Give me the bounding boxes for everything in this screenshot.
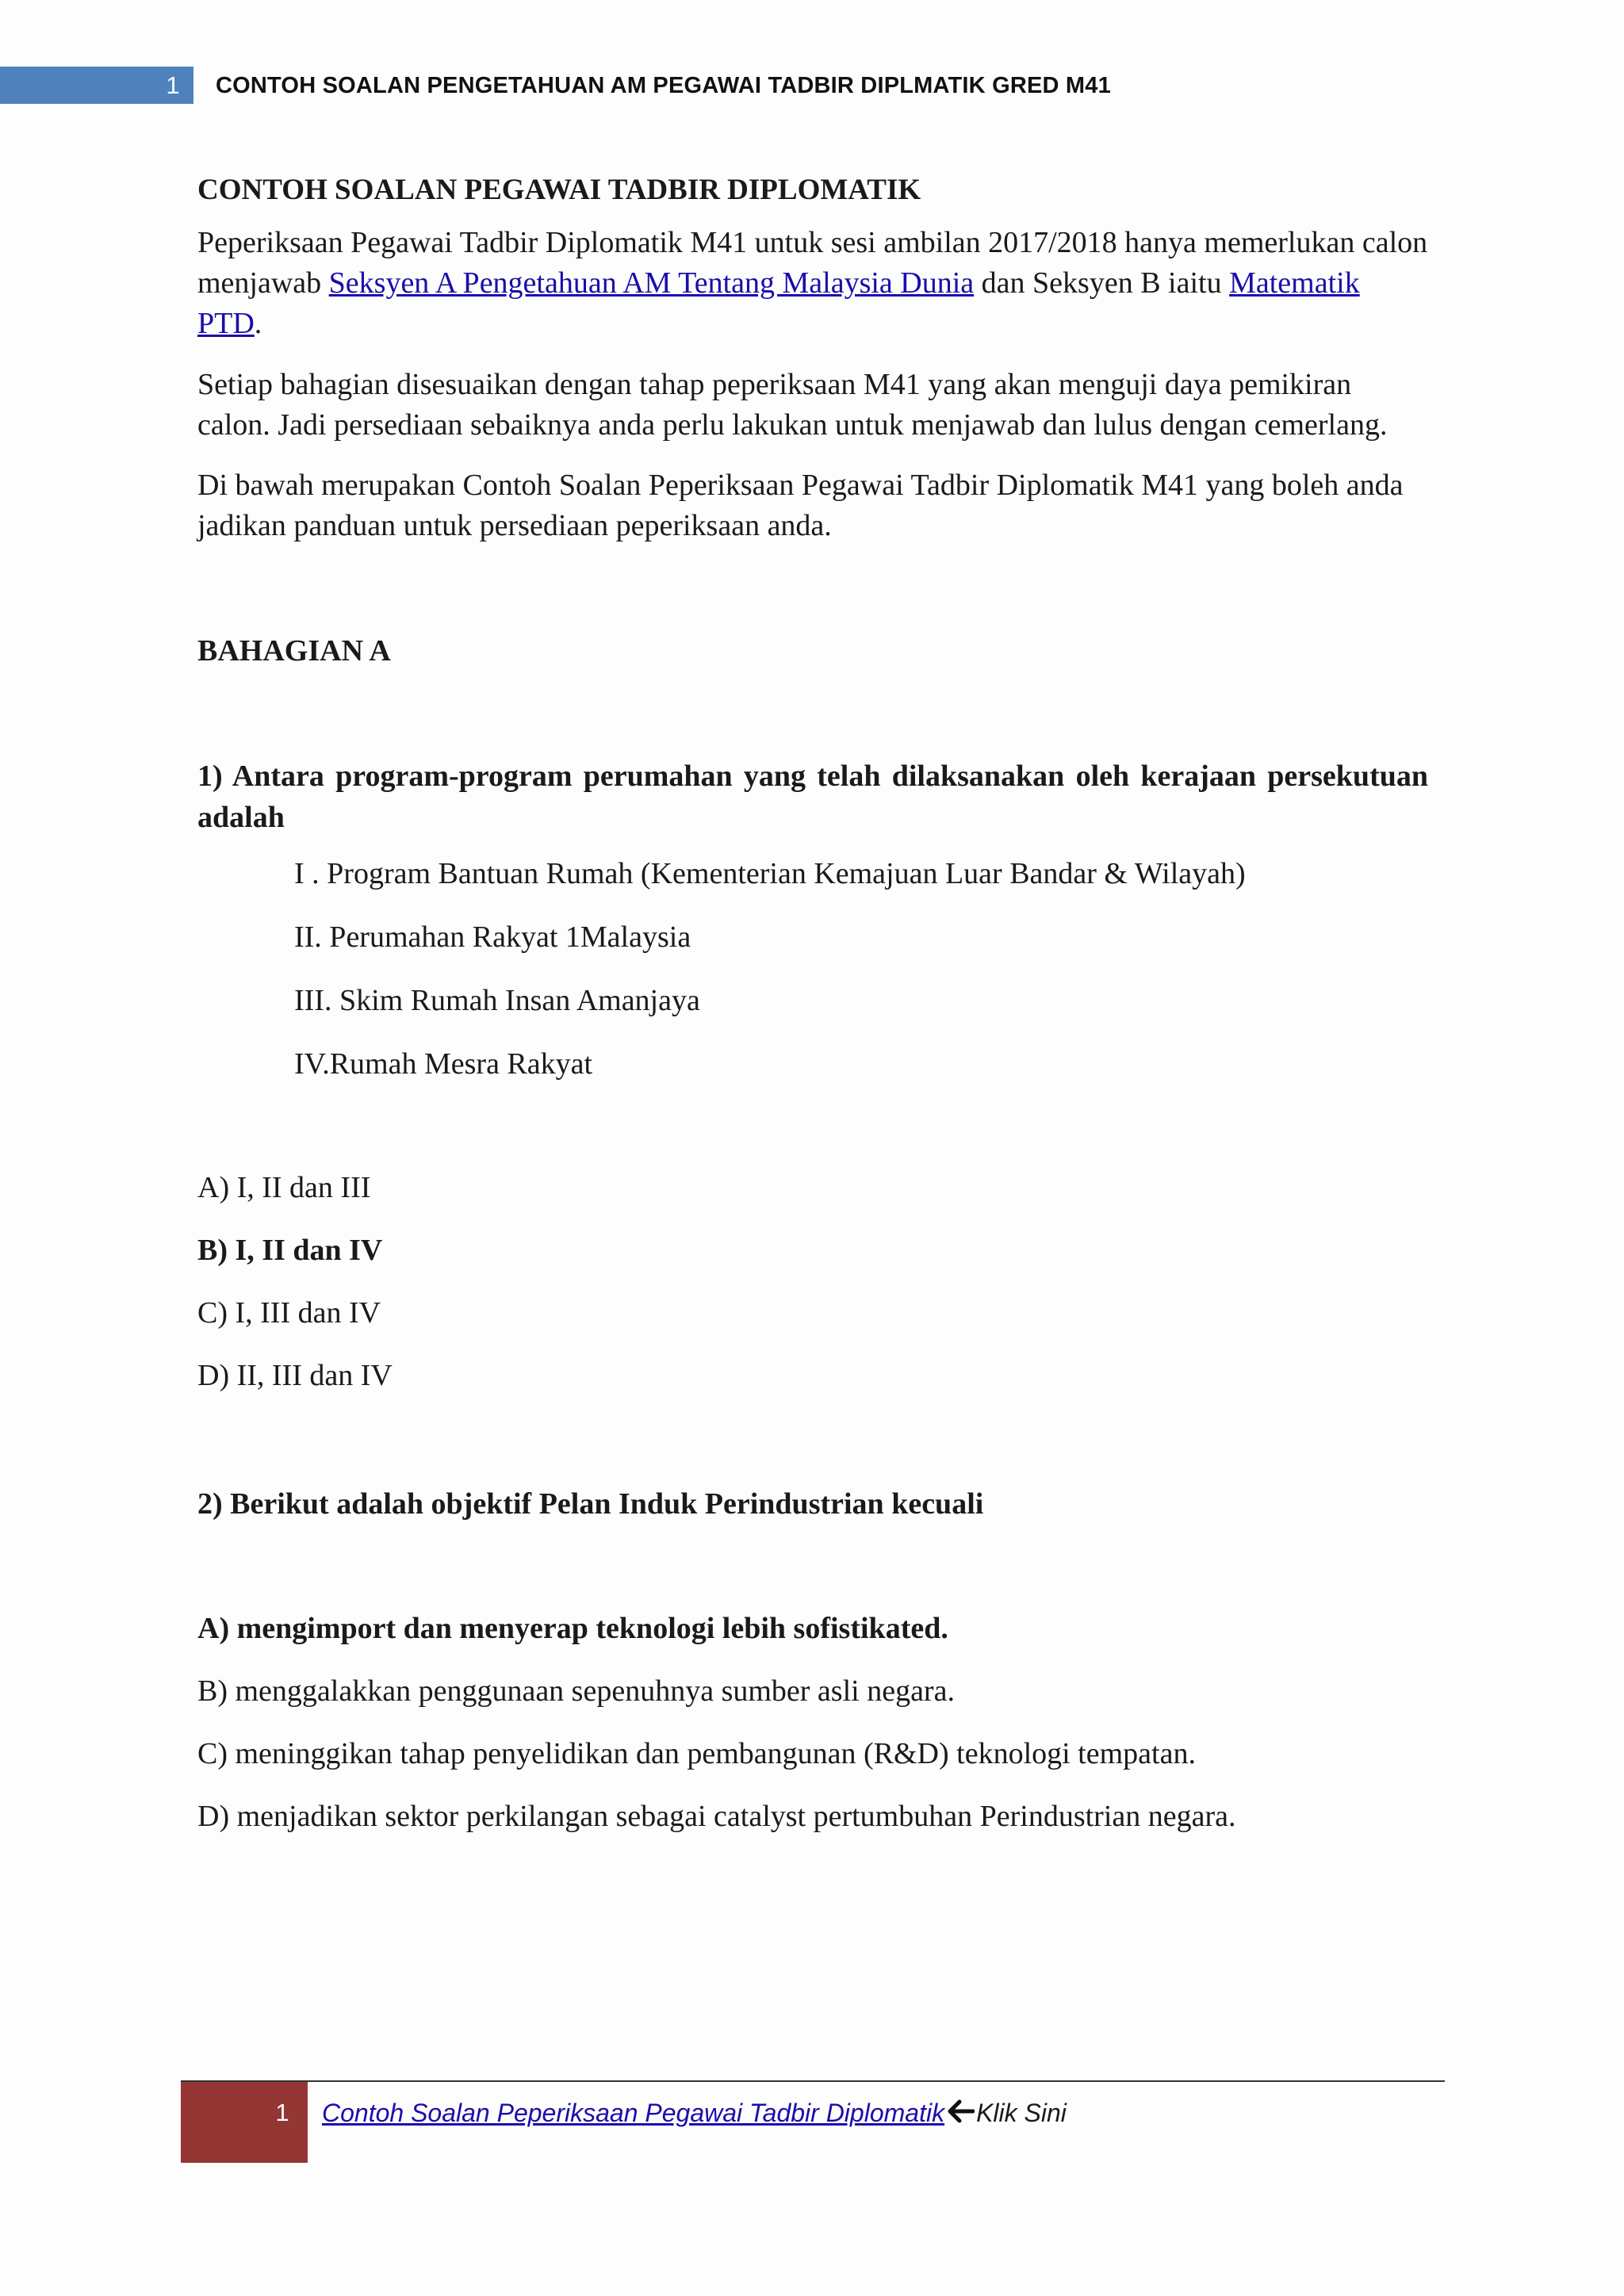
intro-text-1: Peperiksaan Pegawai Tadbir Diplomatik M41 untuk sesi ambilan 2017/2018 hanya memerlukan calon menjawab xyxy=(197,226,1428,300)
question-1-text: 1) Antara program-program perumahan yang telah dilaksanakan oleh kerajaan persekutuan adalah xyxy=(197,760,1428,834)
question-block-1 xyxy=(197,756,1428,1418)
statement-item: IV.Rumah Mesra Rakyat xyxy=(294,1047,593,1081)
footer-text xyxy=(322,2095,1067,2130)
footer-divider xyxy=(181,2080,1445,2082)
intro-paragraph xyxy=(197,223,1428,344)
statement-item: III. Skim Rumah Insan Amanjaya xyxy=(294,984,700,1017)
statement-item: II. Perumahan Rakyat 1Malaysia xyxy=(294,920,691,954)
question-block-2 xyxy=(197,1483,1428,1859)
answer-option: A) I, II dan III xyxy=(197,1171,371,1204)
question-1-statements xyxy=(294,854,1428,1108)
intro-text-3: . xyxy=(254,307,262,340)
arrow-left-icon xyxy=(948,2097,975,2132)
statement-item: I . Program Bantuan Rumah (Kementerian Kemajuan Luar Bandar & Wilayah) xyxy=(294,857,1246,890)
answer-option-correct: A) mengimport dan menyerap teknologi lebih sofistikated. xyxy=(197,1612,948,1645)
document-title: CONTOH SOALAN PEGAWAI TADBIR DIPLOMATIK xyxy=(197,174,921,206)
paragraph-2: Setiap bahagian disesuaikan dengan tahap peperiksaan M41 yang akan menguji daya pemikiran calon. Jadi persediaan sebaiknya anda perlu lakukan untuk menjawab dan lulus dengan cemerlang. xyxy=(197,368,1388,442)
header-title: CONTOH SOALAN PENGETAHUAN AM PEGAWAI TADBIR DIPLMATIK GRED M41 xyxy=(216,73,1111,98)
answer-option: C) meninggikan tahap penyelidikan dan pembangunan (R&D) teknologi tempatan. xyxy=(197,1737,1196,1770)
question-2-text: 2) Berikut adalah objektif Pelan Induk Perindustrian kecuali xyxy=(197,1487,984,1521)
answer-option: D) II, III dan IV xyxy=(197,1359,393,1392)
question-1-answers xyxy=(197,1168,1428,1418)
answer-option: C) I, III dan IV xyxy=(197,1296,381,1330)
answer-option-correct: B) I, II dan IV xyxy=(197,1234,383,1267)
section-heading: BAHAGIAN A xyxy=(197,634,391,668)
link-matematik-ptd[interactable]: Matematik PTD xyxy=(197,266,1360,340)
paragraph-3: Di bawah merupakan Contoh Soalan Peperiksaan Pegawai Tadbir Diplomatik M41 yang boleh anda jadikan panduan untuk persediaan peperiksaan anda. xyxy=(197,469,1404,542)
question-2-answers xyxy=(197,1609,1428,1859)
header-page-number: 1 xyxy=(166,71,180,99)
footer-link[interactable]: Contoh Soalan Peperiksaan Pegawai Tadbir Diplomatik xyxy=(322,2099,945,2127)
footer-page-number: 1 xyxy=(275,2099,289,2126)
link-seksyen-a[interactable]: Seksyen A Pengetahuan AM Tentang Malaysia Dunia xyxy=(328,266,975,300)
answer-option: D) menjadikan sektor perkilangan sebagai catalyst pertumbuhan Perindustrian negara. xyxy=(197,1800,1236,1833)
intro-text-2: dan Seksyen B iaitu xyxy=(974,266,1230,300)
document-body xyxy=(197,166,1428,1859)
footer-klik-sini[interactable]: Klik Sini xyxy=(976,2099,1067,2127)
answer-option: B) menggalakkan penggunaan sepenuhnya sumber asli negara. xyxy=(197,1674,955,1708)
